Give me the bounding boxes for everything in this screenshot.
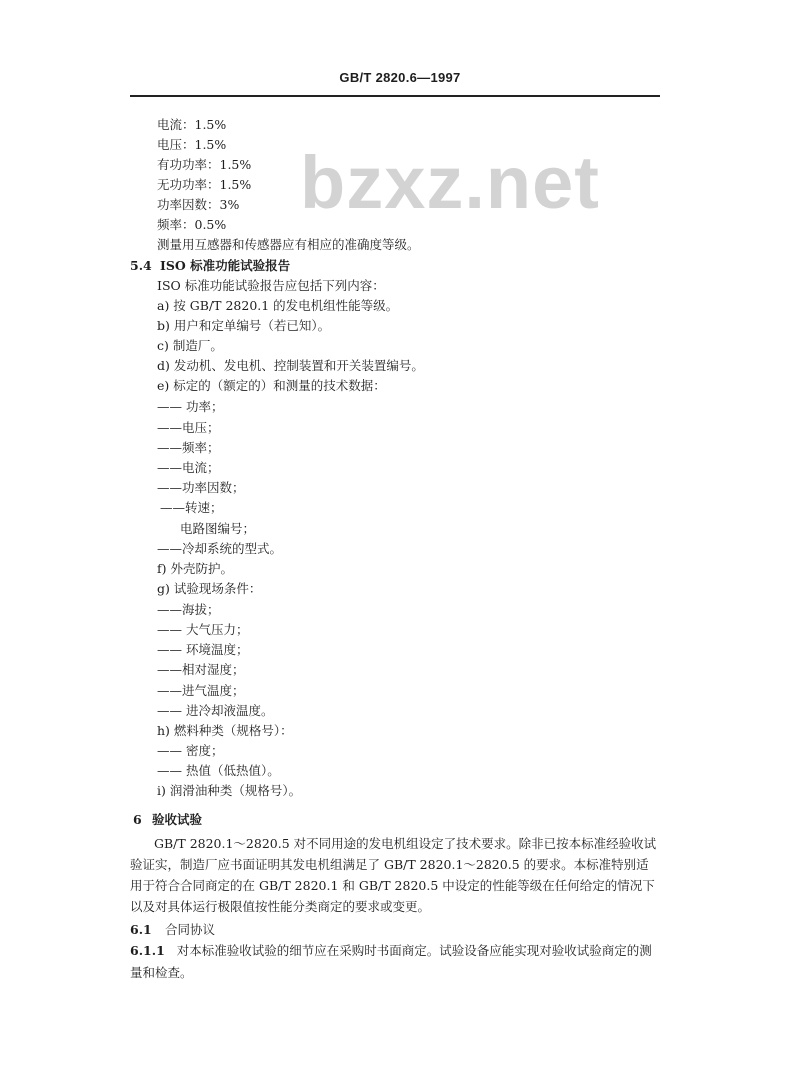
accuracy-item: 电压：1.5% (157, 137, 227, 152)
list-item: g) 试验现场条件： (157, 581, 262, 596)
list-item: c) 制造厂。 (157, 338, 223, 353)
list-item: b) 用户和定单编号（若已知）。 (157, 318, 331, 333)
list-item: —— 功率； (157, 399, 224, 414)
list-item: d) 发动机、发电机、控制装置和开关装置编号。 (157, 358, 424, 373)
section-6-number: 6 (133, 812, 142, 827)
section-6-title: 验收试验 (152, 812, 203, 827)
section-6-1-1 (130, 940, 660, 984)
list-item: h) 燃料种类（规格号）： (157, 723, 293, 738)
section-6-1-title: 合同协议 (165, 922, 216, 937)
list-item: —— 进冷却液温度。 (157, 703, 274, 718)
section-5-4-number: 5.4 (130, 258, 152, 273)
list-item: ——冷却系统的型式。 (157, 541, 283, 556)
section-5-4-intro: ISO 标准功能试验报告应包括下列内容： (157, 278, 385, 293)
accuracy-item: 无功功率：1.5% (157, 177, 252, 192)
list-item: ——海拔； (157, 602, 220, 617)
list-item: ——电流； (157, 460, 220, 475)
list-item: —— 大气压力； (157, 622, 249, 637)
section-6-1-number: 6.1 (130, 922, 152, 937)
list-item: ——电压； (157, 420, 220, 435)
header-rule (130, 95, 660, 97)
section-5-4-title: ISO 标准功能试验报告 (160, 258, 291, 273)
list-item: ——转速； (160, 500, 223, 515)
list-item: f) 外壳防护。 (157, 561, 233, 576)
accuracy-note: 测量用互感器和传感器应有相应的准确度等级。 (157, 237, 420, 252)
list-item: —— 环境温度； (157, 642, 249, 657)
accuracy-item: 频率：0.5% (157, 217, 227, 232)
list-item: ——进气温度； (157, 683, 245, 698)
list-item: i) 润滑油种类（规格号）。 (157, 783, 302, 798)
list-item: a) 按 GB/T 2820.1 的发电机组性能等级。 (157, 298, 399, 313)
list-item: e) 标定的（额定的）和测量的技术数据： (157, 378, 386, 393)
list-item: ——相对湿度； (157, 662, 245, 677)
list-item: —— 热值（低热值）。 (157, 763, 280, 778)
watermark: bzxz.net (300, 141, 600, 224)
section-6-paragraph: GB/T 2820.1～2820.5 对不同用途的发电机组设定了技术要求。除非已按本标准经验收试验证实，制造厂应书面证明其发电机组满足了 GB/T 2820.1～2820.5 的要求。本标准特别适用于符合合同商定的在 GB/T 2820.1 和 GB/T 2820.5 中设定的性能等级在任何给定的情况下以及对具体运行极限值按性能分类商定的要求或变更。 (130, 836, 657, 914)
section-6-1-1-text: 对本标准验收试验的细节应在采购时书面商定。试验设备应能实现对验收试验商定的测量和检查。 (130, 943, 652, 980)
list-item: 电路图编号； (180, 521, 256, 536)
list-item: —— 密度； (157, 743, 224, 758)
list-item: ——频率； (157, 440, 220, 455)
page-header: GB/T 2820.6—1997 (339, 70, 461, 85)
list-item: ——功率因数； (157, 480, 245, 495)
accuracy-item: 功率因数：3% (157, 197, 240, 212)
accuracy-item: 有功功率：1.5% (157, 157, 252, 172)
accuracy-item: 电流：1.5% (157, 117, 227, 132)
section-6-1-1-number: 6.1.1 (130, 943, 165, 958)
